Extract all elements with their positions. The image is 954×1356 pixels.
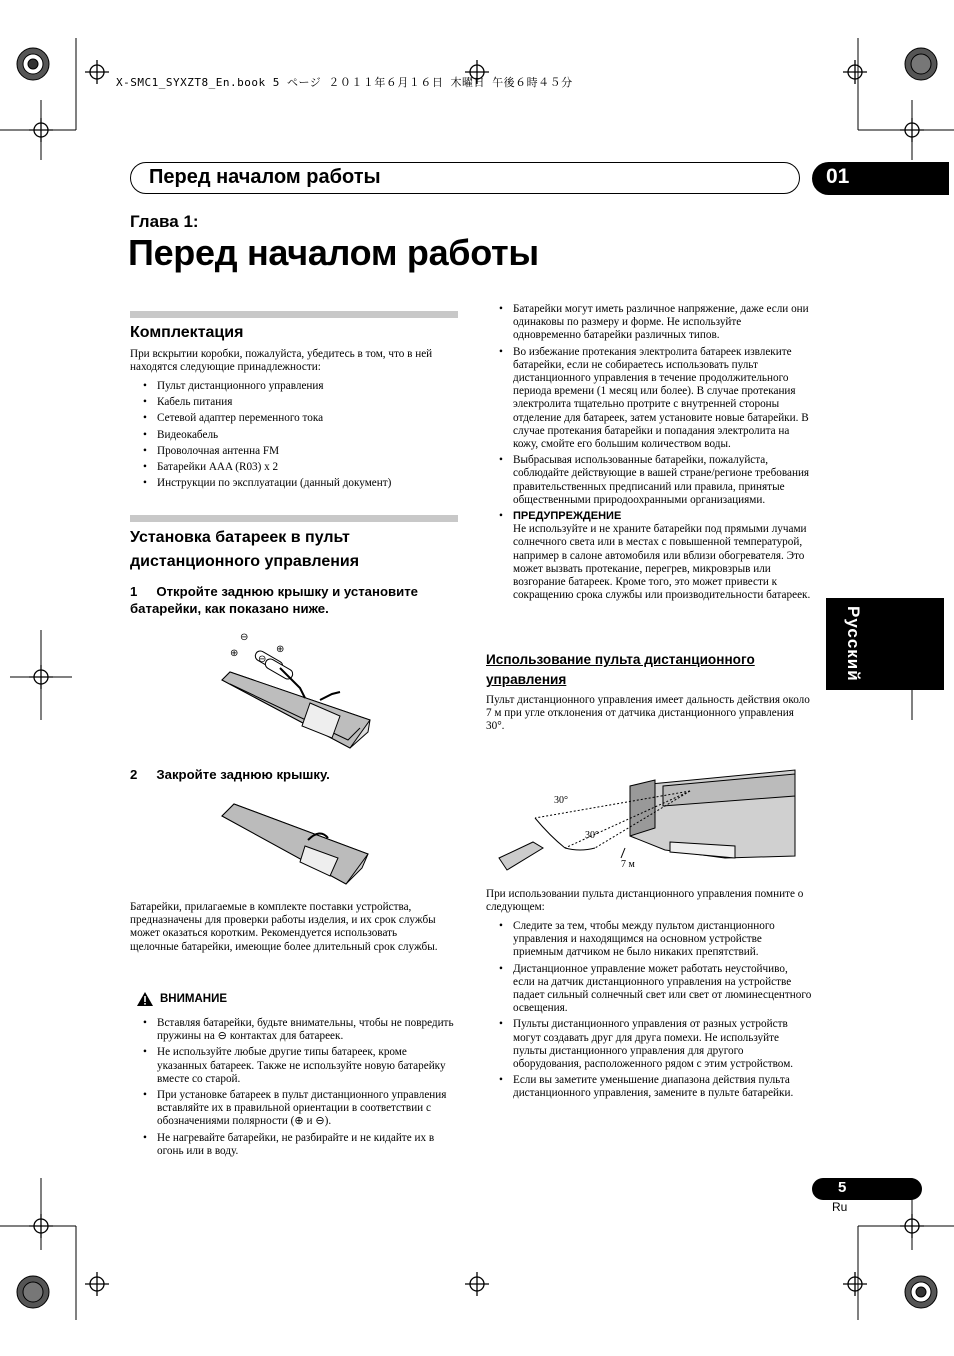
- svg-text:⊕: ⊕: [276, 644, 285, 655]
- angle-label-top: 30°: [554, 795, 568, 806]
- remote-usage-heading: Использование пульта дистанционного управления: [486, 652, 755, 687]
- list-item: • Батарейки AAA (R03) x 2: [130, 461, 450, 474]
- page-number-badge: [812, 1178, 922, 1200]
- print-header: X-SMC1_SYXZT8_En.book 5 ページ ２０１１年６月１６日 木曜日 午後６時４５分: [116, 76, 573, 89]
- step-2: 2 Закройте заднюю крышку.: [130, 767, 330, 782]
- list-item: • Батарейки могут иметь различное напряжение, даже если они одинаковы по размеру и форме. Не используйте одновременно батарейки различных типов.: [486, 303, 812, 343]
- chapter-title: Перед началом работы: [128, 232, 539, 273]
- battery-note: Батарейки, прилагаемые в комплекте поставки устройства, предназначены для проверки работы изделия, и их срок службы может оказаться коротким. Рекомендуется использовать щелочные батарейки, имеющие более длительный срок службы.: [130, 901, 438, 953]
- distance-label: 7 м: [621, 859, 635, 870]
- remote-range-diagram: [495, 766, 805, 876]
- svg-text:⊕: ⊕: [230, 648, 239, 659]
- header-title: Перед началом работы: [149, 166, 381, 188]
- contents-list: [130, 380, 450, 490]
- chapter-label: Глава 1:: [130, 212, 199, 231]
- caution-list: [130, 1017, 458, 1161]
- remote-cover-close-illustration: [220, 796, 370, 888]
- section-rule: [130, 311, 458, 318]
- list-item: • Выбрасывая использованные батарейки, пожалуйста, соблюдайте действующие в вашей стране/регионе требования правительственных предписаний или правила, принятые общественными природоохранными организациями.: [486, 454, 812, 507]
- list-item: • При установке батареек в пульт дистанционного управления вставляйте их в правильной ориентации в соответствии с обозначениями полярности (⊕ и ⊖).: [130, 1089, 458, 1129]
- warning-text: Не используйте и не храните батарейки под прямыми лучами солнечного света или в местах с повышенной температурой, например в салоне автомобиля или вблизи обогревателя. Это может вызвать протекание, перегрев, микровзрыв или возгорание батареек. Кроме того, это может привести к сокращению срока службы или производительности батареек.: [513, 523, 811, 602]
- list-item: • Если вы заметите уменьшение диапазона действия пульта дистанционного управления, замените в пульте батарейки.: [486, 1074, 812, 1100]
- language-tab-label: Русский: [844, 606, 863, 682]
- warning-item: [486, 510, 812, 602]
- list-item: • Инструкции по эксплуатации (данный документ): [130, 477, 450, 490]
- list-item: • Видеокабель: [130, 429, 450, 442]
- list-item: • Пульты дистанционного управления от разных устройств могут создавать друг для друга помехи. Не используйте пульты дистанционного управления для другого оборудования, расположенного рядом с этим устройством.: [486, 1018, 812, 1071]
- chapter-number-badge: [812, 162, 949, 195]
- list-item: • Не нагревайте батарейки, не разбирайте и не кидайте их в огонь или в воду.: [130, 1132, 458, 1158]
- list-item: • Проволочная антенна FM: [130, 445, 450, 458]
- svg-text:⊖: ⊖: [258, 654, 267, 665]
- list-item: • Пульт дистанционного управления: [130, 380, 450, 393]
- list-item: • Кабель питания: [130, 396, 450, 409]
- list-item: • Не используйте любые другие типы батареек, кроме указанных батареек. Также не используйте новую батарейку вместе со старой.: [130, 1046, 458, 1086]
- list-item: • Следите за тем, чтобы между пультом дистанционного управления и находящимся на основном устройстве приемным датчиком не было никаких препятствий.: [486, 920, 812, 960]
- list-item: • Во избежание протекания электролита батареек извлеките батарейки, если не собираетесь использовать пульт дистанционного управления в течение продолжительного периода времени (1 месяц или более). В случае протекания электролита тщательно протрите с внутренней стороны отделение для батареек, затем установите новые батарейки. В случае протекания батарейки и попадания электролита на кожу, смойте его большим количеством воды.: [486, 346, 812, 452]
- warning-label: • ПРЕДУПРЕЖДЕНИЕ: [513, 510, 622, 523]
- battery-bullets: [486, 303, 812, 602]
- list-item: • Дистанционное управление может работать неустойчиво, если на датчик дистанционного управления на устройстве падает сильный солнечный свет или свет от люминесцентного освещения.: [486, 963, 812, 1016]
- remote-battery-install-illustration: [220, 628, 375, 756]
- list-item: • Вставляя батарейки, будьте внимательны, чтобы не повредить пружины на ⊖ контактах для батареек.: [130, 1017, 458, 1043]
- remote-remember-intro: При использовании пульта дистанционного управления помните о следующем:: [486, 888, 804, 914]
- contents-intro: При вскрытии коробки, пожалуйста, убедитесь в том, что в ней находятся следующие принадлежности:: [130, 348, 433, 374]
- step-1: 1 Откройте заднюю крышку и установите батарейки, как показано ниже.: [130, 584, 419, 616]
- list-item: • Сетевой адаптер переменного тока: [130, 412, 450, 425]
- page-language: Ru: [832, 1200, 848, 1214]
- page-header-bar: [130, 162, 800, 194]
- chapter-number: 01: [826, 165, 850, 188]
- section-heading-batteries: Установка батареек в пульт дистанционного управления: [130, 529, 360, 570]
- caution-icon: [136, 991, 154, 1007]
- caution-label: ВНИМАНИЕ: [160, 993, 228, 1005]
- section-heading-contents: Комплектация: [130, 324, 244, 341]
- remote-remember-list: [486, 920, 812, 1104]
- svg-text:⊖: ⊖: [240, 632, 249, 643]
- remote-usage-intro: Пульт дистанционного управления имеет дальность действия около 7 м при угле отклонения от датчика дистанционного управления 30°.: [486, 694, 810, 733]
- section-rule: [130, 515, 458, 522]
- page-number: 5: [838, 1179, 847, 1196]
- angle-label-mid: 30°: [585, 830, 599, 841]
